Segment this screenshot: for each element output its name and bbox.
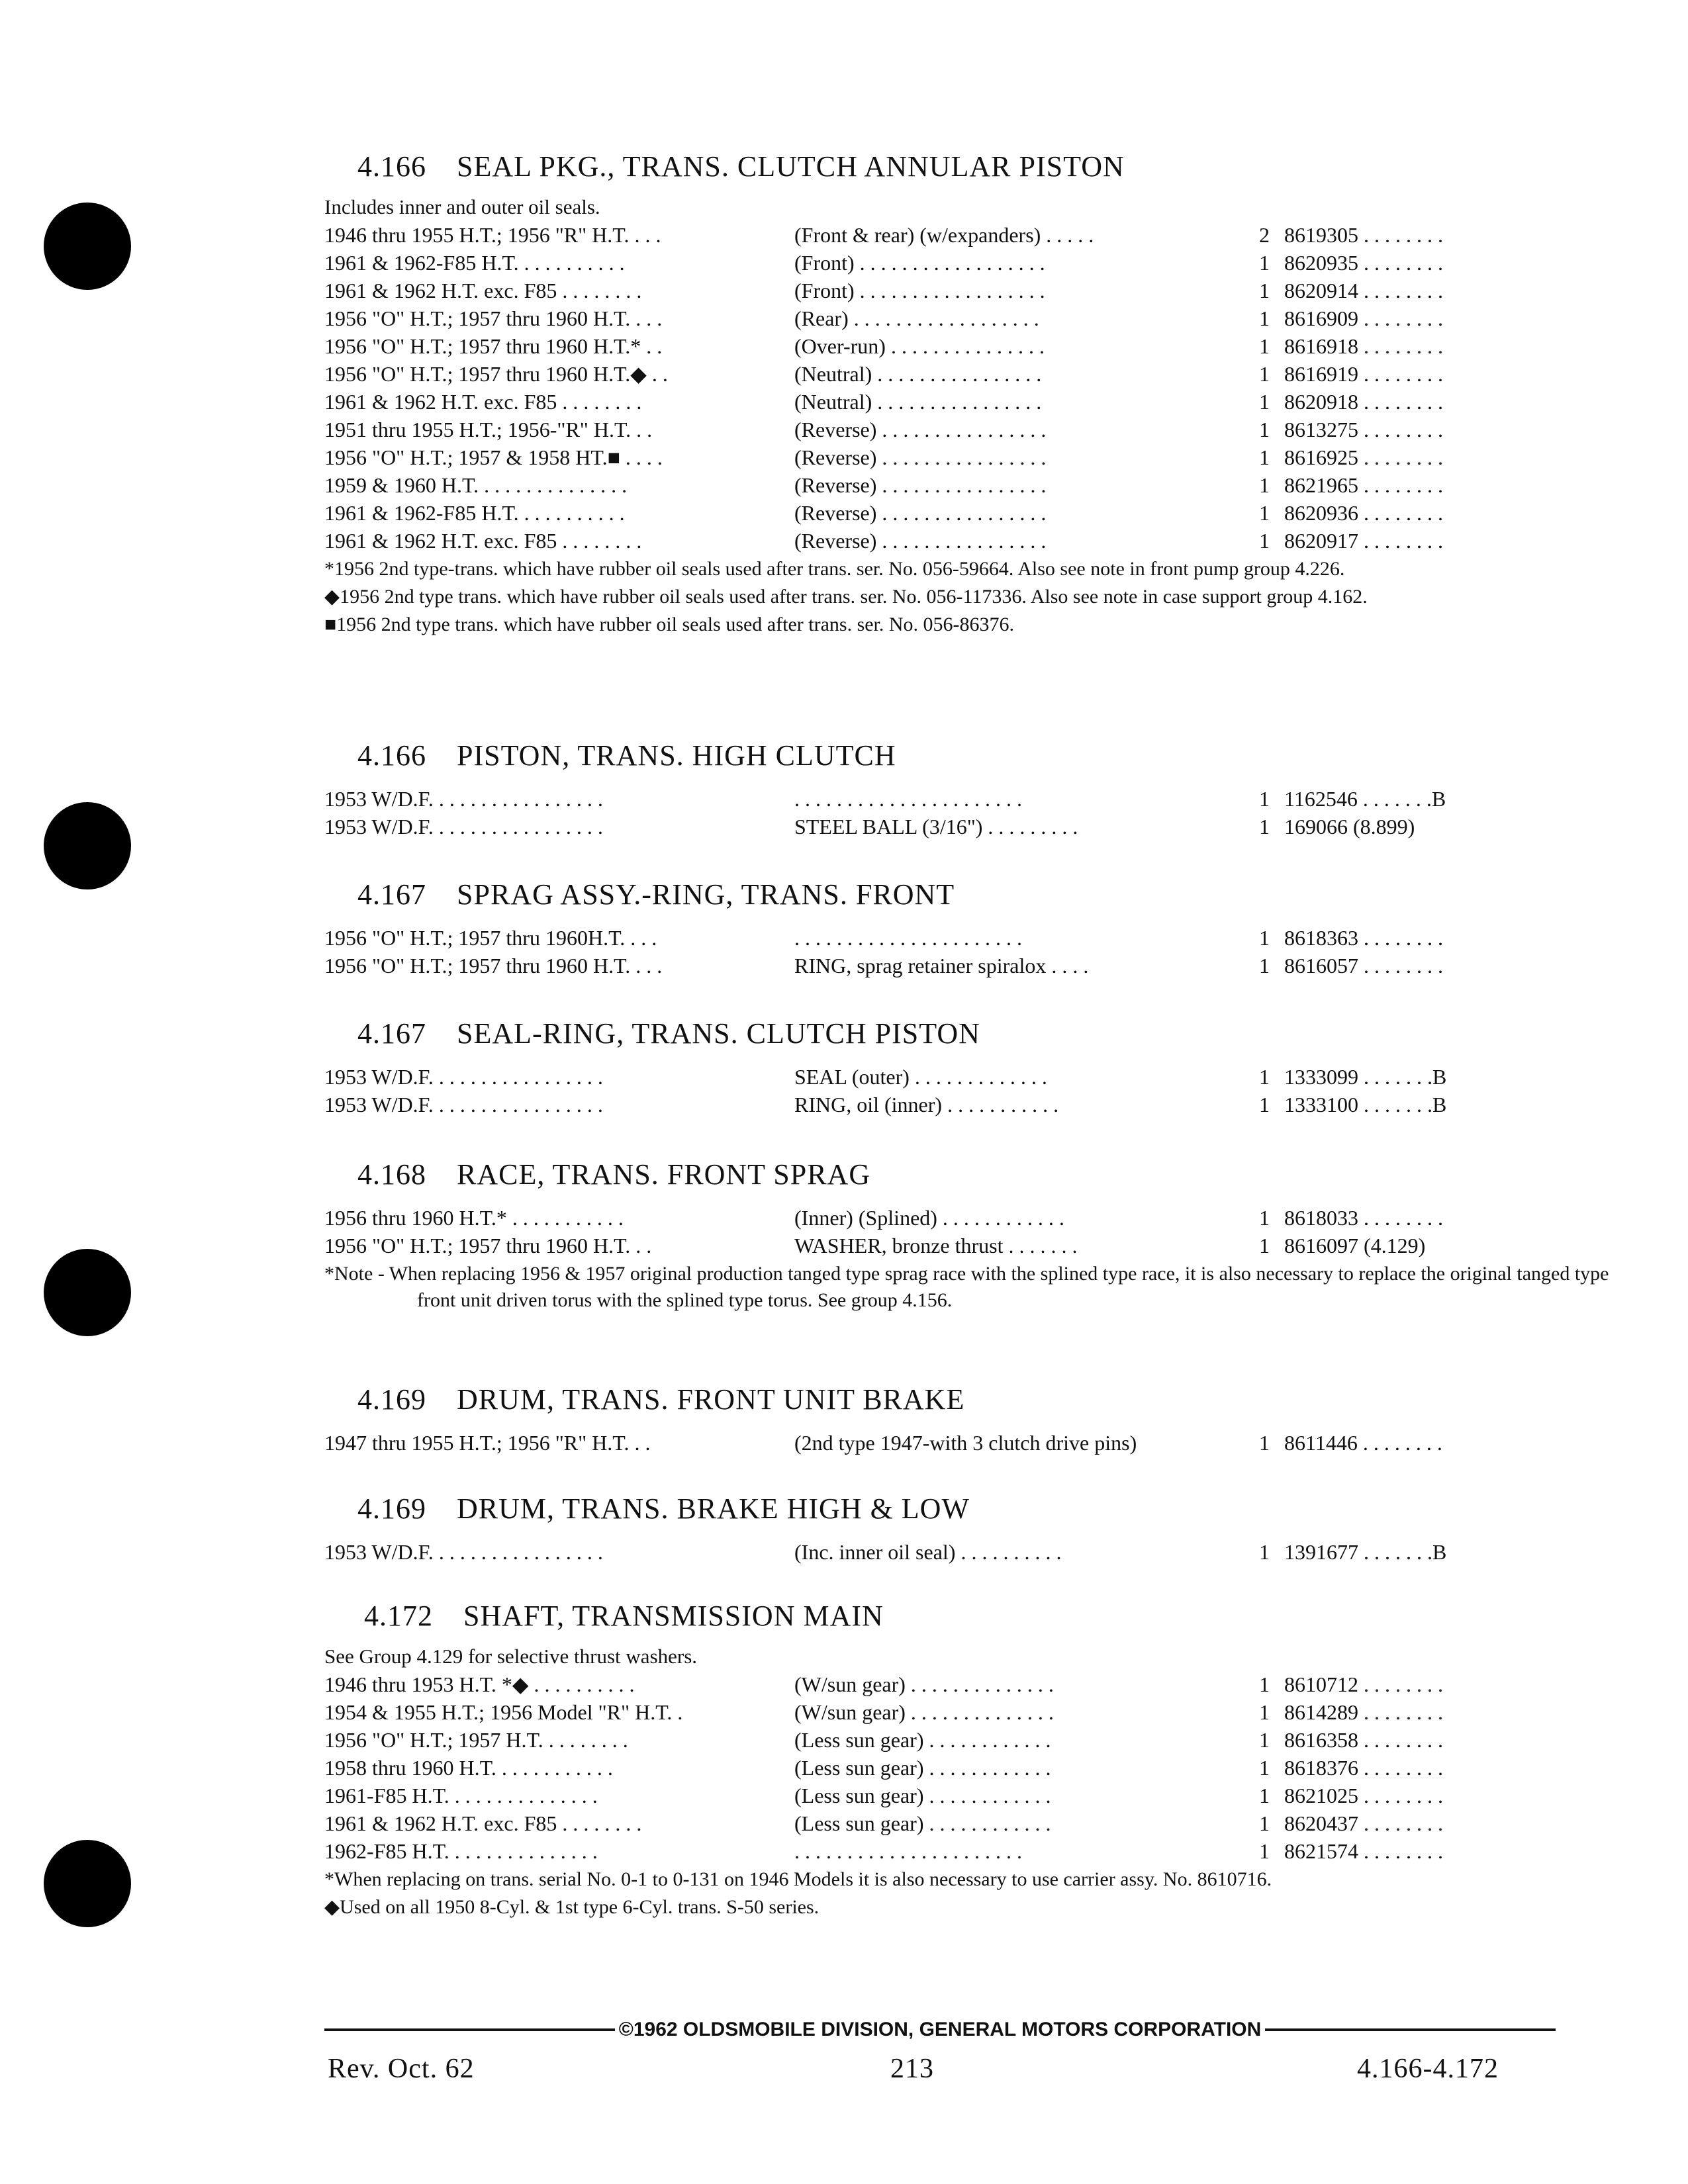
section-heading (357, 1014, 1556, 1054)
description-cell: (Neutral) . . . . . . . . . . . . . . . . (794, 390, 1042, 414)
part-number-cell: 8620917 . . . . . . . . (1284, 529, 1443, 553)
parts-table (324, 1204, 1556, 1259)
part-number-cell: 8620936 . . . . . . . . (1284, 501, 1443, 525)
table-row (324, 1232, 1556, 1259)
part-number-cell: 8610712 . . . . . . . . (1284, 1672, 1443, 1696)
application-cell: 1962-F85 H.T. . . . . . . . . . . . . . . (324, 1839, 598, 1863)
application-cell: 1956 "O" H.T.; 1957 thru 1960 H.T.* . . (324, 334, 663, 358)
section-title: SEAL-RING, TRANS. CLUTCH PISTON (457, 1017, 980, 1050)
application-cell: 1956 "O" H.T.; 1957 thru 1960 H.T. . . (324, 1234, 652, 1257)
table-row (324, 1538, 1556, 1566)
quantity-cell: 1 (1259, 1234, 1270, 1257)
description-cell: (Less sun gear) . . . . . . . . . . . . (794, 1811, 1051, 1835)
part-number-cell: 1333099 . . . . . . .B (1284, 1065, 1447, 1089)
part-number-cell: 8618033 . . . . . . . . (1284, 1206, 1443, 1230)
part-number-cell: 8621025 . . . . . . . . (1284, 1784, 1443, 1807)
quantity-cell: 1 (1259, 1784, 1270, 1807)
application-cell: 1954 & 1955 H.T.; 1956 Model "R" H.T. . (324, 1700, 683, 1724)
section-number: 4.169 (357, 1492, 426, 1525)
section-title: DRUM, TRANS. FRONT UNIT BRAKE (457, 1383, 965, 1416)
quantity-cell: 1 (1259, 473, 1270, 497)
quantity-cell: 1 (1259, 1811, 1270, 1835)
table-row (324, 1782, 1556, 1809)
quantity-cell: 1 (1259, 1206, 1270, 1230)
description-cell: (W/sun gear) . . . . . . . . . . . . . . (794, 1700, 1054, 1724)
part-number-cell: 8621965 . . . . . . . . (1284, 473, 1443, 497)
table-row (324, 1091, 1556, 1118)
section-sprag-assy (324, 875, 1556, 979)
table-row (324, 952, 1556, 979)
revision-date: Rev. Oct. 62 (328, 2054, 475, 2084)
description-cell: . . . . . . . . . . . . . . . . . . . . . . (794, 1839, 1022, 1863)
section-number: 4.168 (357, 1158, 426, 1191)
part-number-cell: 8621574 . . . . . . . . (1284, 1839, 1443, 1863)
description-cell: (Front) . . . . . . . . . . . . . . . . . . (794, 251, 1045, 275)
application-cell: 1947 thru 1955 H.T.; 1956 "R" H.T. . . (324, 1431, 651, 1455)
application-cell: 1961 & 1962 H.T. exc. F85 . . . . . . . . (324, 1811, 642, 1835)
table-row (324, 221, 1556, 249)
section-seal-ring (324, 1014, 1556, 1118)
application-cell: 1953 W/D.F. . . . . . . . . . . . . . . . . (324, 787, 603, 811)
table-row (324, 924, 1556, 952)
description-cell: (Less sun gear) . . . . . . . . . . . . (794, 1756, 1051, 1780)
table-row (324, 1726, 1556, 1754)
table-row (324, 1698, 1556, 1726)
table-row (324, 416, 1556, 443)
part-number-cell: 8620935 . . . . . . . . (1284, 251, 1443, 275)
description-cell: (W/sun gear) . . . . . . . . . . . . . . (794, 1672, 1054, 1696)
section-heading (357, 1489, 1556, 1529)
footnote: *When replacing on trans. serial No. 0-1 to 0-131 on 1946 Models it is also necessary to use carrier assy. No. 8610716. (324, 1868, 1272, 1890)
quantity-cell: 1 (1259, 1756, 1270, 1780)
quantity-cell: 1 (1259, 362, 1270, 386)
part-number-cell: 8620437 . . . . . . . . (1284, 1811, 1443, 1835)
table-row (324, 249, 1556, 277)
table-row (324, 1754, 1556, 1782)
parts-table (324, 1063, 1556, 1118)
parts-table (324, 1429, 1556, 1457)
parts-table (324, 924, 1556, 979)
table-row (324, 443, 1556, 471)
description-cell: (Reverse) . . . . . . . . . . . . . . . . (794, 529, 1047, 553)
quantity-cell: 1 (1259, 418, 1270, 441)
part-number-cell: 8619305 . . . . . . . . (1284, 223, 1443, 247)
section-heading (357, 147, 1556, 187)
quantity-cell: 1 (1259, 1093, 1270, 1116)
description-cell: (Rear) . . . . . . . . . . . . . . . . . . (794, 306, 1039, 330)
part-number-cell: 8611446 . . . . . . . . (1284, 1431, 1442, 1455)
footnote: ■1956 2nd type trans. which have rubber oil seals used after trans. ser. No. 056-86376. (324, 614, 1015, 635)
description-cell: (Over-run) . . . . . . . . . . . . . . . (794, 334, 1045, 358)
section-title: RACE, TRANS. FRONT SPRAG (457, 1158, 871, 1191)
description-cell: (Inner) (Splined) . . . . . . . . . . . . (794, 1206, 1064, 1230)
application-cell: 1953 W/D.F. . . . . . . . . . . . . . . . . (324, 1065, 603, 1089)
footnote: *Note - When replacing 1956 & 1957 original production tanged type sprag race with the splined type race, it is also necessary to replace the original tanged type front unit driven torus with the splined type torus. See group 4.156. (324, 1263, 1609, 1311)
table-row (324, 388, 1556, 416)
section-heading (364, 1596, 1556, 1636)
notes-block (324, 556, 1556, 638)
section-title: SHAFT, TRANSMISSION MAIN (463, 1600, 884, 1632)
description-cell: STEEL BALL (3/16") . . . . . . . . . (794, 815, 1078, 839)
table-row (324, 304, 1556, 332)
quantity-cell: 1 (1259, 1540, 1270, 1564)
section-heading (357, 1380, 1556, 1420)
section-number: 4.167 (357, 1017, 426, 1050)
table-row (324, 1670, 1556, 1698)
description-cell: RING, sprag retainer spiralox . . . . (794, 954, 1089, 978)
application-cell: 1953 W/D.F. . . . . . . . . . . . . . . . . (324, 1540, 603, 1564)
application-cell: 1961 & 1962-F85 H.T. . . . . . . . . . . (324, 251, 625, 275)
description-cell: (Reverse) . . . . . . . . . . . . . . . . (794, 418, 1047, 441)
footer-rule-left (324, 2028, 615, 2031)
parts-table (324, 221, 1556, 555)
table-row (324, 499, 1556, 527)
part-number-cell: 169066 (8.899) (1284, 815, 1415, 839)
footer-rule-right (1265, 2028, 1556, 2031)
notes-block (324, 1261, 1609, 1314)
table-row (324, 1204, 1556, 1232)
quantity-cell: 1 (1259, 334, 1270, 358)
group-range: 4.166-4.172 (1357, 2054, 1499, 2084)
quantity-cell: 1 (1259, 390, 1270, 414)
table-row (324, 1429, 1556, 1457)
application-cell: 1961 & 1962 H.T. exc. F85 . . . . . . . . (324, 279, 642, 302)
part-number-cell: 8616057 . . . . . . . . (1284, 954, 1443, 978)
quantity-cell: 1 (1259, 251, 1270, 275)
application-cell: 1956 thru 1960 H.T.* . . . . . . . . . . . (324, 1206, 624, 1230)
application-cell: 1956 "O" H.T.; 1957 H.T. . . . . . . . . (324, 1728, 628, 1752)
part-number-cell: 8618363 . . . . . . . . (1284, 926, 1443, 950)
description-cell: (Less sun gear) . . . . . . . . . . . . (794, 1728, 1051, 1752)
application-cell: 1956 "O" H.T.; 1957 & 1958 HT.■ . . . . (324, 445, 663, 469)
part-number-cell: 8620918 . . . . . . . . (1284, 390, 1443, 414)
part-number-cell: 8616358 . . . . . . . . (1284, 1728, 1443, 1752)
section-number: 4.169 (357, 1383, 426, 1416)
section-intro: Includes inner and outer oil seals. (324, 195, 600, 218)
quantity-cell: 1 (1259, 1728, 1270, 1752)
section-title: PISTON, TRANS. HIGH CLUTCH (457, 739, 896, 772)
quantity-cell: 1 (1259, 815, 1270, 839)
description-cell: . . . . . . . . . . . . . . . . . . . . . . (794, 926, 1022, 950)
table-row (324, 471, 1556, 499)
description-cell: (2nd type 1947-with 3 clutch drive pins) (794, 1431, 1137, 1455)
description-cell: (Front & rear) (w/expanders) . . . . . (794, 223, 1094, 247)
copyright-line: ©1962 OLDSMOBILE DIVISION, GENERAL MOTORS CORPORATION (618, 2019, 1262, 2040)
section-number: 4.167 (357, 878, 426, 911)
part-number-cell: 8616918 . . . . . . . . (1284, 334, 1443, 358)
section-shaft-main (324, 1596, 1556, 1921)
application-cell: 1956 "O" H.T.; 1957 thru 1960 H.T.◆ . . (324, 362, 668, 386)
table-row (324, 527, 1556, 555)
part-number-cell: 8616919 . . . . . . . . (1284, 362, 1443, 386)
part-number-cell: 8618376 . . . . . . . . (1284, 1756, 1443, 1780)
section-number: 4.166 (357, 150, 426, 183)
section-heading (357, 736, 1556, 776)
application-cell: 1961-F85 H.T. . . . . . . . . . . . . . . (324, 1784, 598, 1807)
quantity-cell: 1 (1259, 787, 1270, 811)
description-cell: (Front) . . . . . . . . . . . . . . . . . . (794, 279, 1045, 302)
section-number: 4.166 (357, 739, 426, 772)
application-cell: 1959 & 1960 H.T. . . . . . . . . . . . . . . (324, 473, 628, 497)
quantity-cell: 1 (1259, 954, 1270, 978)
part-number-cell: 8616909 . . . . . . . . (1284, 306, 1443, 330)
table-row (324, 785, 1556, 813)
table-row (324, 1837, 1556, 1865)
application-cell: 1956 "O" H.T.; 1957 thru 1960 H.T. . . . (324, 306, 663, 330)
quantity-cell: 1 (1259, 445, 1270, 469)
page-number: 213 (890, 2054, 934, 2084)
application-cell: 1956 "O" H.T.; 1957 thru 1960 H.T. . . . (324, 954, 663, 978)
application-cell: 1951 thru 1955 H.T.; 1956-"R" H.T. . . (324, 418, 653, 441)
part-number-cell: 8620914 . . . . . . . . (1284, 279, 1443, 302)
description-cell: SEAL (outer) . . . . . . . . . . . . . (794, 1065, 1047, 1089)
description-cell: (Inc. inner oil seal) . . . . . . . . . . (794, 1540, 1062, 1564)
quantity-cell: 2 (1259, 223, 1270, 247)
footnote: ◆1956 2nd type trans. which have rubber oil seals used after trans. ser. No. 056-117336. Also see note in case support group 4.162. (324, 586, 1368, 608)
table-row (324, 277, 1556, 304)
part-number-cell: 8616097 (4.129) (1284, 1234, 1426, 1257)
table-row (324, 1809, 1556, 1837)
table-row (324, 332, 1556, 360)
application-cell: 1953 W/D.F. . . . . . . . . . . . . . . . . (324, 815, 603, 839)
application-cell: 1956 "O" H.T.; 1957 thru 1960H.T. . . . (324, 926, 657, 950)
part-number-cell: 8616925 . . . . . . . . (1284, 445, 1443, 469)
application-cell: 1953 W/D.F. . . . . . . . . . . . . . . . . (324, 1093, 603, 1116)
section-title: SEAL PKG., TRANS. CLUTCH ANNULAR PISTON (457, 150, 1125, 183)
part-number-cell: 1391677 . . . . . . .B (1284, 1540, 1447, 1564)
part-number-cell: 1333100 . . . . . . .B (1284, 1093, 1447, 1116)
parts-table (324, 1538, 1556, 1566)
section-heading (357, 1155, 1556, 1195)
footnote: *1956 2nd type-trans. which have rubber oil seals used after trans. ser. No. 056-59664. Also see note in front pump group 4.226. (324, 558, 1345, 580)
application-cell: 1961 & 1962-F85 H.T. . . . . . . . . . . (324, 501, 625, 525)
description-cell: WASHER, bronze thrust . . . . . . . (794, 1234, 1078, 1257)
application-cell: 1958 thru 1960 H.T. . . . . . . . . . . . (324, 1756, 613, 1780)
description-cell: RING, oil (inner) . . . . . . . . . . . (794, 1093, 1059, 1116)
section-intro: See Group 4.129 for selective thrust washers. (324, 1645, 698, 1668)
application-cell: 1946 thru 1953 H.T. *◆ . . . . . . . . . . (324, 1672, 635, 1696)
notes-block (324, 1866, 1556, 1921)
quantity-cell: 1 (1259, 1431, 1270, 1455)
section-drum-brake-high-low (324, 1489, 1556, 1566)
quantity-cell: 1 (1259, 529, 1270, 553)
parts-table (324, 785, 1556, 841)
quantity-cell: 1 (1259, 306, 1270, 330)
section-title: SPRAG ASSY.-RING, TRANS. FRONT (457, 878, 955, 911)
footer-rule (324, 2019, 1556, 2041)
quantity-cell: 1 (1259, 1672, 1270, 1696)
table-row (324, 360, 1556, 388)
footnote: ◆Used on all 1950 8-Cyl. & 1st type 6-Cyl. trans. S-50 series. (324, 1896, 820, 1918)
table-row (324, 1063, 1556, 1091)
part-number-cell: 8613275 . . . . . . . . (1284, 418, 1443, 441)
description-cell: . . . . . . . . . . . . . . . . . . . . . . (794, 787, 1022, 811)
description-cell: (Reverse) . . . . . . . . . . . . . . . . (794, 445, 1047, 469)
application-cell: 1946 thru 1955 H.T.; 1956 "R" H.T. . . . (324, 223, 661, 247)
description-cell: (Reverse) . . . . . . . . . . . . . . . . (794, 473, 1047, 497)
application-cell: 1961 & 1962 H.T. exc. F85 . . . . . . . . (324, 529, 642, 553)
table-row (324, 813, 1556, 841)
quantity-cell: 1 (1259, 926, 1270, 950)
part-number-cell: 1162546 . . . . . . .B (1284, 787, 1446, 811)
section-piston-high-clutch (324, 736, 1556, 841)
description-cell: (Neutral) . . . . . . . . . . . . . . . . (794, 362, 1042, 386)
quantity-cell: 1 (1259, 1700, 1270, 1724)
section-title: DRUM, TRANS. BRAKE HIGH & LOW (457, 1492, 970, 1525)
quantity-cell: 1 (1259, 279, 1270, 302)
section-seal-pkg (324, 147, 1556, 638)
section-number: 4.172 (364, 1600, 433, 1632)
description-cell: (Less sun gear) . . . . . . . . . . . . (794, 1784, 1051, 1807)
quantity-cell: 1 (1259, 501, 1270, 525)
description-cell: (Reverse) . . . . . . . . . . . . . . . . (794, 501, 1047, 525)
quantity-cell: 1 (1259, 1839, 1270, 1863)
section-drum-front-unit (324, 1380, 1556, 1457)
quantity-cell: 1 (1259, 1065, 1270, 1089)
part-number-cell: 8614289 . . . . . . . . (1284, 1700, 1443, 1724)
section-heading (357, 875, 1556, 915)
application-cell: 1961 & 1962 H.T. exc. F85 . . . . . . . . (324, 390, 642, 414)
parts-table (324, 1670, 1556, 1865)
section-race-front-sprag (324, 1155, 1609, 1314)
